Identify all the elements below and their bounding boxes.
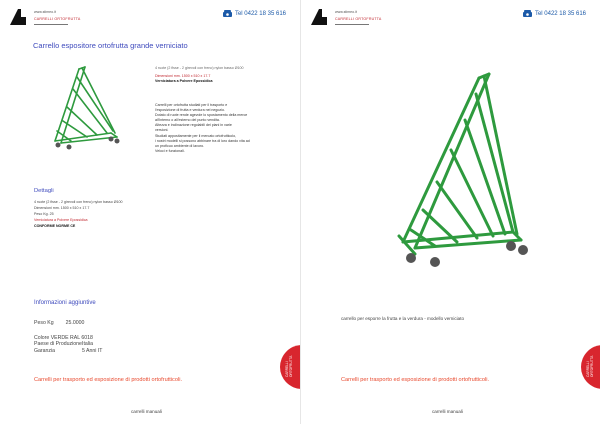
right-page: [300, 0, 600, 424]
details-compliance: CONFORME NORME CE: [34, 224, 76, 229]
product-title: Carrello espositore ortofrutta grande verniciato: [33, 41, 188, 50]
weight-label: Peso Kg: [34, 320, 54, 326]
description-line: Altezza e inclinazione regolabili dei piani in varie: [155, 123, 232, 128]
phone-number: Tel 0422 18 35 616: [534, 10, 586, 17]
category-label: CARRELLI ORTOFRUTTA: [335, 17, 382, 21]
category-badge: [581, 345, 600, 389]
page-footer: carrelli manuali: [432, 409, 463, 414]
cart-image-small: [45, 61, 125, 151]
spec-coating: Verniciatura a Polvere Epossidica: [155, 79, 213, 84]
header-divider: [335, 24, 369, 25]
header-divider: [34, 24, 68, 25]
description-line: Studiati appositamente per il mercato ortofrutticolo,: [155, 133, 237, 138]
details-line: Dimensioni mm. 1500 x 510 x 17.7: [34, 206, 90, 211]
brand-logo: [10, 9, 26, 25]
usage-line: Carrelli per trasporto ed esposizione di prodotti ortofrutticoli.: [34, 377, 182, 383]
image-caption: carrello per esporre la frutta e la verdura - modello verniciato: [341, 316, 465, 321]
description-line: Carrelli per ortofrutta studiati per il trasporto e: [155, 103, 228, 107]
category-badge: [280, 345, 300, 389]
site-url: www.stimeo.it: [335, 10, 357, 14]
description-line: versioni.: [155, 128, 169, 133]
weight-value: 25.0000: [65, 320, 85, 326]
product-description: [155, 103, 295, 154]
warranty-row: [34, 348, 102, 354]
weight-row: [34, 320, 84, 326]
badge-text: [286, 356, 294, 377]
badge-line: ORTOFRUTTA: [288, 355, 293, 377]
description-line: i nostri modelli si possono abbinare tra di loro dando vita ad: [155, 138, 250, 143]
details-list: [34, 199, 123, 229]
details-line: 4 ruote (2 fisse - 2 girevoli con freno) nylon basso Ø100: [34, 200, 123, 204]
phone-contact: [523, 10, 586, 17]
badge-line: CARRELLI: [586, 361, 590, 377]
details-coating: Verniciatura a Polvere Epossidica: [34, 218, 88, 223]
phone-contact: [223, 10, 286, 17]
page-footer: carrelli manuali: [131, 409, 162, 414]
spec-dimensions: Dimensioni mm. 1500 x 510 x 17.7: [155, 74, 211, 79]
origin-value: Italia: [82, 341, 93, 348]
description-line: Veloci e funzionali.: [155, 148, 185, 153]
color-line: Colore VERDE RAL 6018: [34, 335, 93, 341]
usage-line: Carrelli per trasporto ed esposizione di prodotti ortofrutticoli.: [341, 377, 489, 383]
cart-image-large: [381, 64, 541, 294]
origin-label: Paese di Produzione: [34, 341, 82, 348]
category-label: CARRELLI ORTOFRUTTA: [34, 17, 81, 21]
description-line: Dotato di ruote rende agevole lo spostamento della merce: [155, 113, 248, 118]
brand-logo: [311, 9, 327, 25]
phone-icon: [223, 10, 232, 17]
details-title: Dettagli: [34, 188, 54, 194]
details-line: Peso Kg. 25: [34, 212, 54, 217]
warranty-label: Garanzia: [34, 347, 56, 354]
info-title: Informazioni aggiuntive: [34, 300, 96, 306]
badge-text: [587, 356, 595, 377]
spec-block: [155, 66, 295, 85]
site-url: www.stimeo.it: [34, 10, 56, 14]
attributes-block: [34, 335, 102, 354]
warranty-value: 5 Anni IT: [82, 347, 103, 354]
description-line: all'interno o all'esterno del punto vendita.: [155, 118, 220, 123]
phone-number: Tel 0422 18 35 616: [234, 10, 286, 17]
description-line: l'esposizione di frutta e verdura nel negozio.: [155, 108, 226, 113]
description-line: un proficuo ambiente di lavoro.: [155, 143, 205, 148]
badge-line: ORTOFRUTTA: [589, 355, 594, 377]
badge-line: CARRELLI: [285, 361, 289, 377]
phone-icon: [523, 10, 532, 17]
spec-wheels: 4 ruote (2 fisse - 2 girevoli con freno) nylon basso Ø100: [155, 66, 244, 70]
